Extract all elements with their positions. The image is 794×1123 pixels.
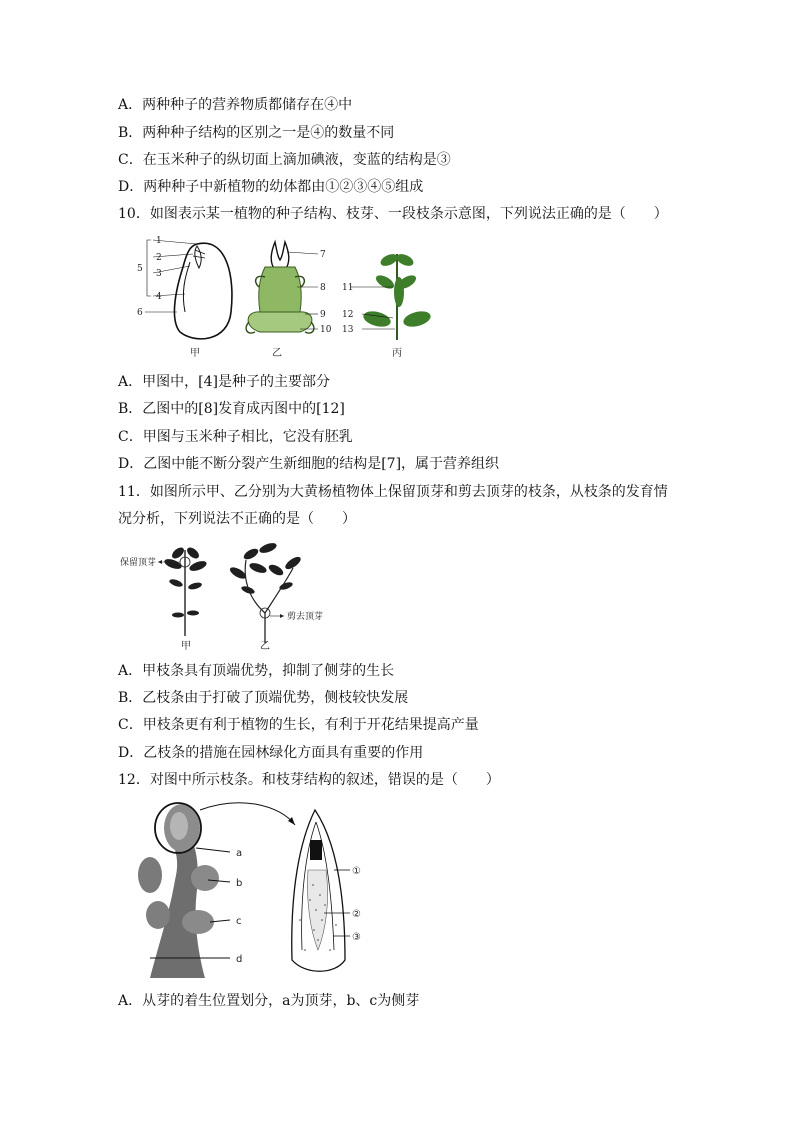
q9-option-a: A．两种种子的营养物质都储存在④中 xyxy=(118,97,353,113)
branch-diagram xyxy=(350,252,432,340)
caption-jia: 甲 xyxy=(190,348,200,359)
branch-label-11: 11 xyxy=(342,283,354,293)
q11-option-b: B．乙枝条由于打破了顶端优势，侧枝较快发展 xyxy=(118,690,409,706)
photo-label-d: d xyxy=(236,954,243,965)
q9-option-c: C．在玉米种子的纵切面上滴加碘液，变蓝的结构是③ xyxy=(118,152,451,168)
caption-jia-11: 甲 xyxy=(181,641,191,652)
branch-photo xyxy=(138,800,238,978)
caption-yi-11: 乙 xyxy=(260,641,270,652)
bud-label-circle-3: ③ xyxy=(352,932,361,943)
q10-option-d: D．乙图中能不断分裂产生新细胞的结构是[7]，属于营养组织 xyxy=(118,456,500,472)
seed-label-2: 2 xyxy=(156,253,162,263)
label-cut-bud: 剪去顶芽 xyxy=(287,612,324,622)
bud-section-diagram xyxy=(292,810,350,971)
q11-option-c: C．甲枝条更有利于植物的生长，有利于开花结果提高产量 xyxy=(118,717,479,733)
q10-option-a: A．甲图中，[4]是种子的主要部分 xyxy=(118,374,330,390)
q10-figure xyxy=(135,232,445,362)
bud-label-circle-1: ① xyxy=(352,866,361,877)
q12-option-a: A．从芽的着生位置划分，a为顶芽，b、c为侧芽 xyxy=(118,993,420,1009)
q11-option-a: A．甲枝条具有顶端优势，抑制了侧芽的生长 xyxy=(118,663,395,679)
seed-label-1: 1 xyxy=(156,236,162,246)
seed-label-5: 5 xyxy=(137,264,143,274)
q9-option-b: B．两种种子结构的区别之一是④的数量不同 xyxy=(118,125,395,141)
bud-diagram xyxy=(246,242,318,333)
q10-option-c: C．甲图与玉米种子相比，它没有胚乳 xyxy=(118,429,353,445)
caption-yi: 乙 xyxy=(272,348,282,359)
bud-label-9: 9 xyxy=(320,310,326,320)
q12-figure xyxy=(130,800,380,980)
q10-stem: 10．如图表示某一植物的种子结构、枝芽、一段枝条示意图，下列说法正确的是（ ） xyxy=(118,206,668,222)
photo-label-c: c xyxy=(236,916,242,927)
bud-label-7: 7 xyxy=(320,250,326,260)
q11-figure xyxy=(118,538,338,653)
q12-stem: 12．对图中所示枝条。和枝芽结构的叙述，错误的是（ ） xyxy=(118,772,500,788)
q11-stem-line1: 11．如图所示甲、乙分别为大黄杨植物体上保留顶芽和剪去顶芽的枝条，从枝条的发育情 xyxy=(118,484,668,500)
seed-label-6: 6 xyxy=(137,308,143,318)
branch-cut-bud xyxy=(228,541,302,643)
bud-label-8: 8 xyxy=(320,283,326,293)
seed-label-4: 4 xyxy=(156,292,162,302)
q11-option-d: D．乙枝条的措施在园林绿化方面具有重要的作用 xyxy=(118,745,424,761)
q10-option-b: B．乙图中的[8]发育成丙图中的[12] xyxy=(118,401,345,417)
photo-label-a: a xyxy=(236,848,243,859)
q9-option-d: D．两种种子中新植物的幼体都由①②③④⑤组成 xyxy=(118,179,424,195)
bud-label-10: 10 xyxy=(320,325,332,335)
bud-label-circle-2: ② xyxy=(352,909,361,920)
label-keep-bud: 保留顶芽 xyxy=(120,558,157,568)
caption-bing: 丙 xyxy=(392,348,402,359)
branch-keep-bud xyxy=(158,545,208,636)
q11-stem-line2: 况分析，下列说法不正确的是（ ） xyxy=(118,511,356,527)
branch-label-13: 13 xyxy=(342,325,354,335)
photo-label-b: b xyxy=(236,878,243,889)
seed-label-3: 3 xyxy=(156,269,162,279)
branch-label-12: 12 xyxy=(342,310,354,320)
